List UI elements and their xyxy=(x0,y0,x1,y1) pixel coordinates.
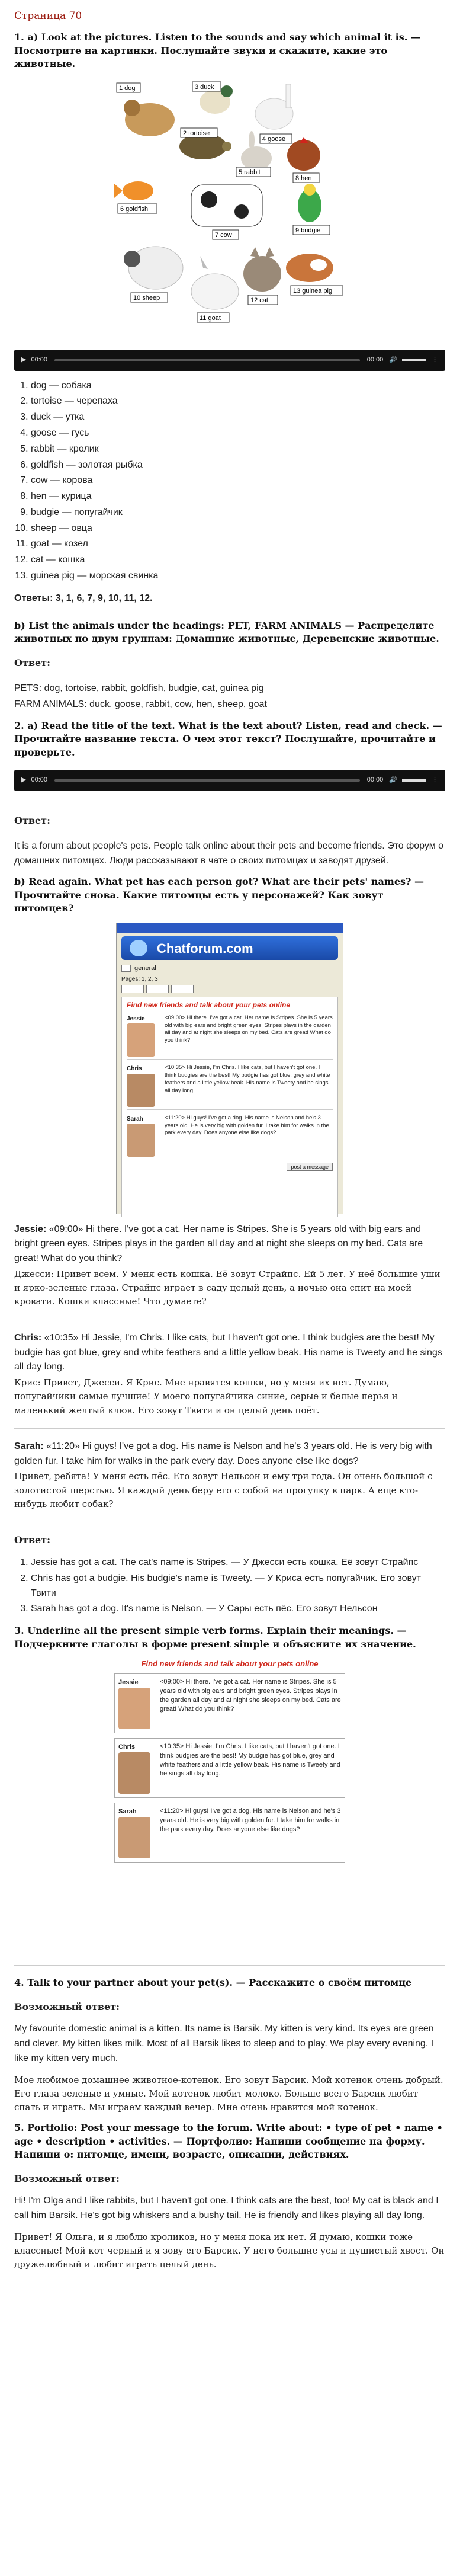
post-text: <09:00> Hi there. I've got a cat. Her name is Stripes. She is 5 years old with big ears and bright green eyes. Stripes plays in the garden all day and at night she sleeps on my bed. Cats are great! What do you think? xyxy=(160,1678,341,1713)
list-item: 11. goat — козел xyxy=(31,536,445,552)
animal-cat-icon xyxy=(243,247,281,292)
ex5-en: Hi! I'm Olga and I like rabbits, but I haven't got one. I think cats are the best, too! My cat is black and I call him Barsik. He's got big whiskers and a bushy tail. He is friendly and likes playing all day long. xyxy=(14,2196,439,2221)
post-text: <10:35> Hi Jessie, I'm Chris. I like cats, but I haven't got one. I think budgies are the best! My budgie has got blue, grey and white feathers and a little yellow beak. His name is Tweety and he sings all day long. xyxy=(160,1743,340,1778)
audio-player-1[interactable] xyxy=(14,350,445,371)
post-text: <11:20> Hi guys! I've got a dog. His name is Nelson and he's 3 years old. He is very big with golden fur. I take him for walks in the park every day. Does anyone else like dogs? xyxy=(160,1807,341,1833)
list-item: 9. budgie — попугайчик xyxy=(31,505,445,521)
ex1-answers: Ответы: 3, 1, 6, 7, 9, 10, 11, 12. xyxy=(14,593,153,603)
more-options-icon[interactable]: ⋮ xyxy=(432,776,438,784)
audio-time-end: 00:00 xyxy=(366,356,384,363)
list-item: 8. hen — курица xyxy=(31,489,445,505)
window-titlebar xyxy=(117,923,343,933)
label-goldfish: 6 goldfish xyxy=(120,205,149,213)
chris-ru: Крис: Привет, Джесси. Я Крис. Мне нравятся кошки, но у меня их нет. Думаю, попугайчики самые лучшие! У моего попугайчика синие, серые и белые перья и маленький желтый клюв. Его зовут Твити и он целый день поёт. xyxy=(14,1377,398,1416)
jessie-en: Jessie: «09:00» Hi there. I've got a cat. Her name is Stripes. She is 5 years old with big ears and bright green eyes. Stripes plays in the garden all day and at night she sleeps on my bed. Cats are great! What do you think? xyxy=(14,1224,423,1264)
volume-slider[interactable] xyxy=(402,779,426,782)
reply-button[interactable] xyxy=(121,985,144,993)
audio-player-2[interactable] xyxy=(14,770,445,791)
audio-progress-bar[interactable] xyxy=(54,779,360,782)
ex1b-heading: b) List the animals under the headings: PET, FARM ANIMALS — Распределите животных по двум группам: Домашние животные, Деревенские животные. xyxy=(14,619,439,645)
label-budgie: 9 budgie xyxy=(295,226,321,234)
delete-button[interactable] xyxy=(171,985,194,993)
ex5-heading: 5. Portfolio: Post your message to the forum. Write about: • type of pet • name • age • description • activities. — Портфолио: Напиши сообщение на форму. Напиши о: питомце, имени, возрасте, описании, действиях. xyxy=(14,2122,443,2161)
volume-slider[interactable] xyxy=(402,359,426,361)
list-item: 12. cat — кошка xyxy=(31,552,445,568)
answers2-list xyxy=(14,1555,445,1617)
animal-goldfish-icon xyxy=(114,181,153,200)
ex2b-heading: b) Read again. What pet has each person got? What are their pets' names? — Прочитайте снова. Какие питомцы есть у персонажей? Как зовут питомцев? xyxy=(14,876,424,914)
forum-body xyxy=(121,997,338,1217)
sarah-ru: Привет, ребята! У меня есть пёс. Его зовут Нельсон и ему три года. Он очень большой с золотистой шерстью. Я каждый день беру его с собой на прогулку в парк. А еще кто-нибудь любит собак? xyxy=(14,1471,433,1509)
audio-time-start: 00:00 xyxy=(31,776,47,784)
forum-post xyxy=(114,1673,345,1733)
forum-post xyxy=(127,1115,333,1157)
forum-post xyxy=(127,1064,333,1110)
list-item: 6. goldfish — золотая рыбка xyxy=(31,457,445,473)
animal-goat-icon xyxy=(191,256,239,309)
list-item: 2. tortoise — черепаха xyxy=(31,393,445,409)
post-message-button[interactable]: post a message xyxy=(287,1163,333,1171)
ex4-en: My favourite domestic animal is a kitten. Its name is Barsik. My kitten is very kind. Its eyes are green and clever. My kitten likes milk. Most of all Barsik likes to sleep and to play. We play every evening. I like my kitten very much. xyxy=(14,2024,434,2063)
avatar xyxy=(118,1752,150,1794)
label-duck: 3 duck xyxy=(195,83,214,91)
post-author: Jessie xyxy=(118,1679,139,1687)
label-cat: 12 cat xyxy=(250,296,268,304)
animals-picture xyxy=(114,78,345,339)
list-item: 3. duck — утка xyxy=(31,409,445,425)
animal-list xyxy=(14,378,445,584)
ex5-answer-label: Возможный ответ: xyxy=(14,2173,120,2185)
animal-cow-icon xyxy=(191,185,262,226)
post-author: Chris xyxy=(127,1065,142,1073)
jessie-ru: Джесси: Привет всем. У меня есть кошка. Её зовут Страйпс. Ей 5 лет. У неё большие уши и ярко-зеленые глаза. Страйпс играет в саду целый день, а ночью она спит на моей кровати. Кошки классные! Что думаете? xyxy=(14,1268,441,1307)
ex1b-farm: FARM ANIMALS: duck, goose, rabbit, cow, hen, sheep, goat xyxy=(14,699,267,710)
animal-guinea-pig-icon xyxy=(286,254,333,282)
ex2a-answer: It is a forum about people's pets. People talk online about their pets and become friends. Это форум о домашних питомцах. Люди рассказывают в чате о своих питомцах и заводят друзей. xyxy=(14,840,444,866)
audio-time-start: 00:00 xyxy=(31,356,47,363)
divider xyxy=(14,1428,445,1429)
animal-dog-icon xyxy=(124,100,175,136)
post-author: Jessie xyxy=(127,1015,145,1022)
more-options-icon[interactable]: ⋮ xyxy=(432,356,438,363)
label-rabbit: 5 rabbit xyxy=(239,168,261,176)
forum-underlined-screenshot xyxy=(114,1658,345,1954)
play-icon[interactable]: ▶ xyxy=(21,356,27,363)
forum-logo xyxy=(121,936,338,960)
play-icon[interactable]: ▶ xyxy=(21,776,27,784)
audio-progress-bar[interactable] xyxy=(54,359,360,361)
forum-post xyxy=(127,1015,333,1060)
ex2a-answer-label: Ответ: xyxy=(14,815,50,827)
list-item: 1. Jessie has got a cat. The cat's name is Stripes. — У Джесси есть кошка. Её зовут Страйпс xyxy=(31,1555,445,1571)
sarah-en: Sarah: «11:20» Hi guys! I've got a dog. His name is Nelson and he's 3 years old. He is very big with golden fur. I take him for walks in the park every day. Does anyone else like dogs? xyxy=(14,1441,432,1466)
post-text: <11:20> Hi guys! I've got a dog. His name is Nelson and he's 3 years old. He is very big with golden fur. I take him for walks in the park every day. Does anyone else like dogs? xyxy=(165,1114,329,1137)
post-author: Sarah xyxy=(127,1115,143,1122)
label-dog: 1 dog xyxy=(119,84,136,92)
forum-screenshot xyxy=(116,923,343,1214)
animal-sheep-icon xyxy=(124,247,183,289)
list-item: 5. rabbit — кролик xyxy=(31,441,445,457)
ex4-heading: 4. Talk to your partner about your pet(s). — Расскажите о своём питомце xyxy=(14,1976,412,1988)
forum-tabs xyxy=(121,964,338,974)
post-author: Sarah xyxy=(118,1808,137,1816)
ex1-heading: 1. a) Look at the pictures. Listen to the sounds and say which animal it is. — Посмотрите на картинки. Послушайте звуки и скажите, какие это животные. xyxy=(14,31,420,70)
ex3-heading: 3. Underline all the present simple verb forms. Explain their meanings. — Подчеркните глаголы в форме present simple и объясните их значение. xyxy=(14,1625,416,1650)
avatar xyxy=(118,1688,150,1729)
tab-checkbox[interactable] xyxy=(121,965,131,972)
ex2a-heading: 2. a) Read the title of the text. What is the text about? Listen, read and check. — Прочитайте название текста. О чем этот текст? Послушайте, прочитайте и проверьте. xyxy=(14,719,442,758)
label-sheep: 10 sheep xyxy=(133,294,160,302)
chris-en: Chris: «10:35» Hi Jessie, I'm Chris. I like cats, but I haven't got one. I think budgies are the best! My budgie has got blue, grey and white feathers and a little yellow beak. His name is Tweety and he sings all day long. xyxy=(14,1332,442,1372)
ex4-ru: Мое любимое домашнее животное-котенок. Его зовут Барсик. Мой котенок очень добрый. Его глаза зеленые и умные. Мой котенок любит молоко. Больше всего Барсик любит спать и играть. Мы играем каждый вечер. Мне очень нравится мой котенок. xyxy=(14,2074,443,2113)
label-tortoise: 2 tortoise xyxy=(183,129,210,137)
edit-button[interactable] xyxy=(146,985,169,993)
avatar xyxy=(127,1023,155,1057)
avatar xyxy=(118,1817,150,1858)
label-cow: 7 cow xyxy=(215,231,232,239)
ex5-ru: Привет! Я Ольга, и я люблю кроликов, но у меня пока их нет. Я думаю, кошки тоже классные! Мой кот черный и я зову его Барсик. У него большие усы и пушистый хвост. Он дружелюбный и любит играть целый день. xyxy=(14,2231,445,2270)
avatar xyxy=(127,1074,155,1107)
page-label: Страница 70 xyxy=(14,10,82,22)
animal-goose-icon xyxy=(255,84,293,129)
list-item: 3. Sarah has got a dog. It's name is Nelson. — У Сары есть пёс. Его зовут Нельсон xyxy=(31,1601,445,1617)
forum-toolbar xyxy=(121,985,338,993)
tab-general[interactable]: general xyxy=(134,964,156,972)
post-text: <09:00> Hi there. I've got a cat. Her name is Stripes. She is 5 years old with big ears and bright green eyes. Stripes plays in the garden all day and at night she sleeps on my bed. Cats are great! What do you think? xyxy=(165,1014,333,1044)
label-hen: 8 hen xyxy=(295,174,312,182)
label-goose: 4 goose xyxy=(262,135,286,143)
label-goat: 11 goat xyxy=(200,314,221,322)
ex1b-answer-label: Ответ: xyxy=(14,657,50,669)
animal-budgie-icon xyxy=(298,184,321,222)
avatar xyxy=(127,1124,155,1157)
forum-banner: Find new friends and talk about your pets online xyxy=(127,1001,291,1010)
list-item: 10. sheep — овца xyxy=(31,521,445,537)
post-text: <10:35> Hi Jessie, I'm Chris. I like cats, but I haven't got one. I think budgies are the best! My budgie has got blue, grey and white feathers and a little yellow beak. His name is Tweety and he sings all day long. xyxy=(165,1064,330,1094)
forum-title: Chatforum.com xyxy=(157,940,253,956)
volume-icon[interactable]: 🔊 xyxy=(389,356,397,363)
list-item: 4. goose — гусь xyxy=(31,425,445,441)
chat-bubble-icon xyxy=(130,940,147,956)
ex4-answer-label: Возможный ответ: xyxy=(14,2001,120,2013)
list-item: 7. cow — корова xyxy=(31,473,445,489)
forum-pages[interactable]: Pages: 1, 2, 3 xyxy=(121,975,158,983)
volume-icon[interactable]: 🔊 xyxy=(389,776,397,784)
forum-post xyxy=(114,1803,345,1863)
post-author: Chris xyxy=(118,1743,136,1751)
forum-post xyxy=(114,1738,345,1798)
list-item: 2. Chris has got a budgie. His budgie's name is Tweety. — У Криса есть попугайчик. Его зовут Твити xyxy=(31,1571,445,1602)
list-item: 13. guinea pig — морская свинка xyxy=(31,568,445,584)
forum-banner: Find new friends and talk about your pets online xyxy=(141,1659,319,1668)
answers2-label: Ответ: xyxy=(14,1534,50,1546)
label-guinea-pig: 13 guinea pig xyxy=(293,287,333,295)
divider xyxy=(14,1965,445,1966)
audio-time-end: 00:00 xyxy=(366,776,384,784)
ex1b-pets: PETS: dog, tortoise, rabbit, goldfish, budgie, cat, guinea pig xyxy=(14,683,264,694)
list-item: 1. dog — собака xyxy=(31,378,445,394)
